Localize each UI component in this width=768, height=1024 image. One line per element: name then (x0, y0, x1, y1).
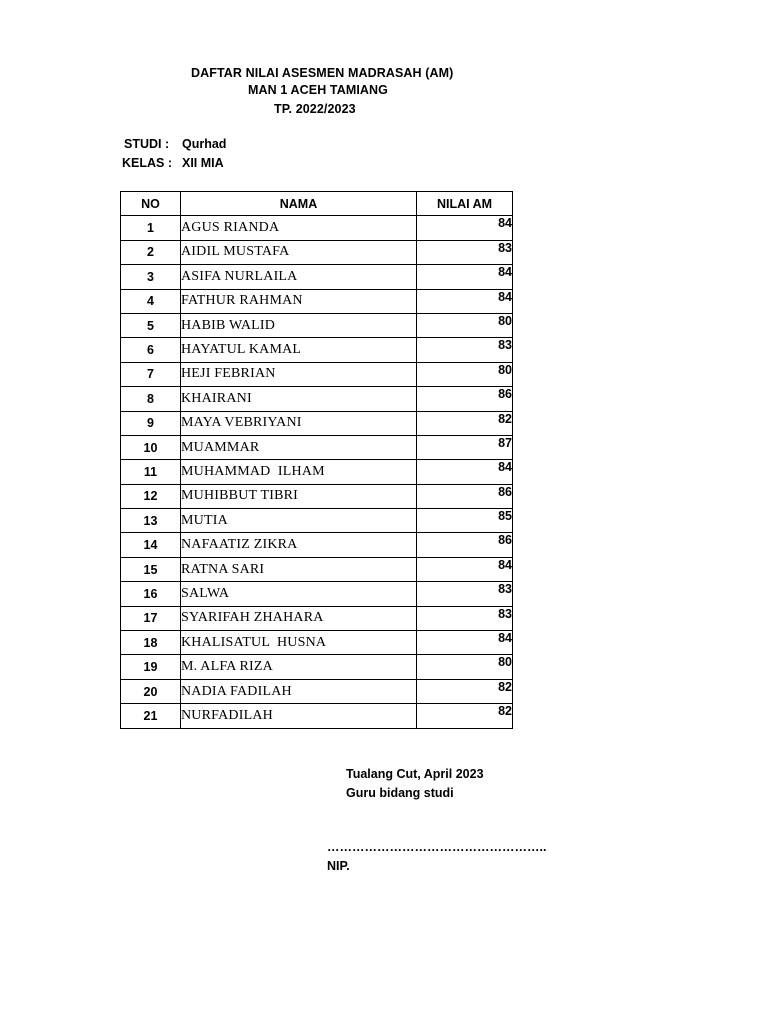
row-number: 20 (121, 679, 181, 703)
student-name: KHAIRANI (181, 387, 417, 411)
table-row (121, 435, 513, 459)
row-number: 17 (121, 606, 181, 630)
student-score: 82 (417, 411, 513, 435)
student-name: M. ALFA RIZA (181, 655, 417, 679)
signature-line: …………………………………………….. (327, 840, 547, 854)
student-score: 84 (417, 265, 513, 289)
signature-nip: NIP. (327, 859, 350, 873)
student-name: KHALISATUL HUSNA (181, 631, 417, 655)
grades-table-body (121, 216, 513, 728)
table-row (121, 265, 513, 289)
student-name: MAYA VEBRIYANI (181, 411, 417, 435)
student-name: FATHUR RAHMAN (181, 289, 417, 313)
table-row (121, 387, 513, 411)
student-name: ASIFA NURLAILA (181, 265, 417, 289)
student-name: RATNA SARI (181, 557, 417, 581)
row-number: 1 (121, 216, 181, 240)
row-number: 12 (121, 484, 181, 508)
student-score: 82 (417, 704, 513, 728)
row-number: 21 (121, 704, 181, 728)
column-header-nama: NAMA (181, 192, 417, 216)
student-score: 86 (417, 533, 513, 557)
table-row (121, 631, 513, 655)
student-name: HABIB WALID (181, 313, 417, 337)
row-number: 9 (121, 411, 181, 435)
student-name: AGUS RIANDA (181, 216, 417, 240)
row-number: 14 (121, 533, 181, 557)
row-number: 4 (121, 289, 181, 313)
row-number: 6 (121, 338, 181, 362)
table-row (121, 582, 513, 606)
table-row (121, 313, 513, 337)
row-number: 15 (121, 557, 181, 581)
academic-year: TP. 2022/2023 (274, 102, 356, 116)
kelas-label: KELAS : (122, 156, 172, 170)
table-row (121, 533, 513, 557)
studi-value: Qurhad (182, 137, 227, 151)
student-score: 84 (417, 289, 513, 313)
row-number: 10 (121, 435, 181, 459)
student-name: MUAMMAR (181, 435, 417, 459)
student-score: 84 (417, 557, 513, 581)
row-number: 18 (121, 631, 181, 655)
student-score: 87 (417, 435, 513, 459)
row-number: 8 (121, 387, 181, 411)
student-score: 80 (417, 655, 513, 679)
table-row (121, 509, 513, 533)
table-row (121, 484, 513, 508)
student-score: 82 (417, 679, 513, 703)
student-score: 86 (417, 484, 513, 508)
student-name: NADIA FADILAH (181, 679, 417, 703)
student-score: 85 (417, 509, 513, 533)
row-number: 16 (121, 582, 181, 606)
row-number: 3 (121, 265, 181, 289)
student-score: 83 (417, 606, 513, 630)
studi-label: STUDI : (124, 137, 170, 151)
table-row (121, 704, 513, 728)
student-name: SALWA (181, 582, 417, 606)
signature-role: Guru bidang studi (346, 786, 454, 800)
row-number: 19 (121, 655, 181, 679)
student-name: HAYATUL KAMAL (181, 338, 417, 362)
student-score: 86 (417, 387, 513, 411)
student-score: 84 (417, 460, 513, 484)
school-name: MAN 1 ACEH TAMIANG (248, 83, 388, 97)
table-row (121, 240, 513, 264)
grades-table (120, 191, 513, 729)
row-number: 7 (121, 362, 181, 386)
signature-place-date: Tualang Cut, April 2023 (346, 767, 484, 781)
student-name: SYARIFAH ZHAHARA (181, 606, 417, 630)
student-name: NURFADILAH (181, 704, 417, 728)
student-score: 83 (417, 338, 513, 362)
student-score: 80 (417, 362, 513, 386)
row-number: 2 (121, 240, 181, 264)
row-number: 13 (121, 509, 181, 533)
student-name: MUHIBBUT TIBRI (181, 484, 417, 508)
student-name: HEJI FEBRIAN (181, 362, 417, 386)
student-score: 83 (417, 582, 513, 606)
student-score: 83 (417, 240, 513, 264)
table-row (121, 655, 513, 679)
student-score: 84 (417, 631, 513, 655)
row-number: 5 (121, 313, 181, 337)
column-header-nilai: NILAI AM (417, 192, 513, 216)
table-row (121, 679, 513, 703)
kelas-value: XII MIA (182, 156, 224, 170)
table-row (121, 338, 513, 362)
column-header-no: NO (121, 192, 181, 216)
row-number: 11 (121, 460, 181, 484)
student-name: AIDIL MUSTAFA (181, 240, 417, 264)
table-row (121, 411, 513, 435)
student-name: NAFAATIZ ZIKRA (181, 533, 417, 557)
table-row (121, 289, 513, 313)
student-name: MUHAMMAD ILHAM (181, 460, 417, 484)
table-row (121, 216, 513, 240)
table-row (121, 606, 513, 630)
document-title: DAFTAR NILAI ASESMEN MADRASAH (AM) (191, 66, 454, 80)
student-score: 80 (417, 313, 513, 337)
table-row (121, 460, 513, 484)
table-row (121, 557, 513, 581)
table-header-row (121, 192, 513, 216)
student-name: MUTIA (181, 509, 417, 533)
table-row (121, 362, 513, 386)
student-score: 84 (417, 216, 513, 240)
